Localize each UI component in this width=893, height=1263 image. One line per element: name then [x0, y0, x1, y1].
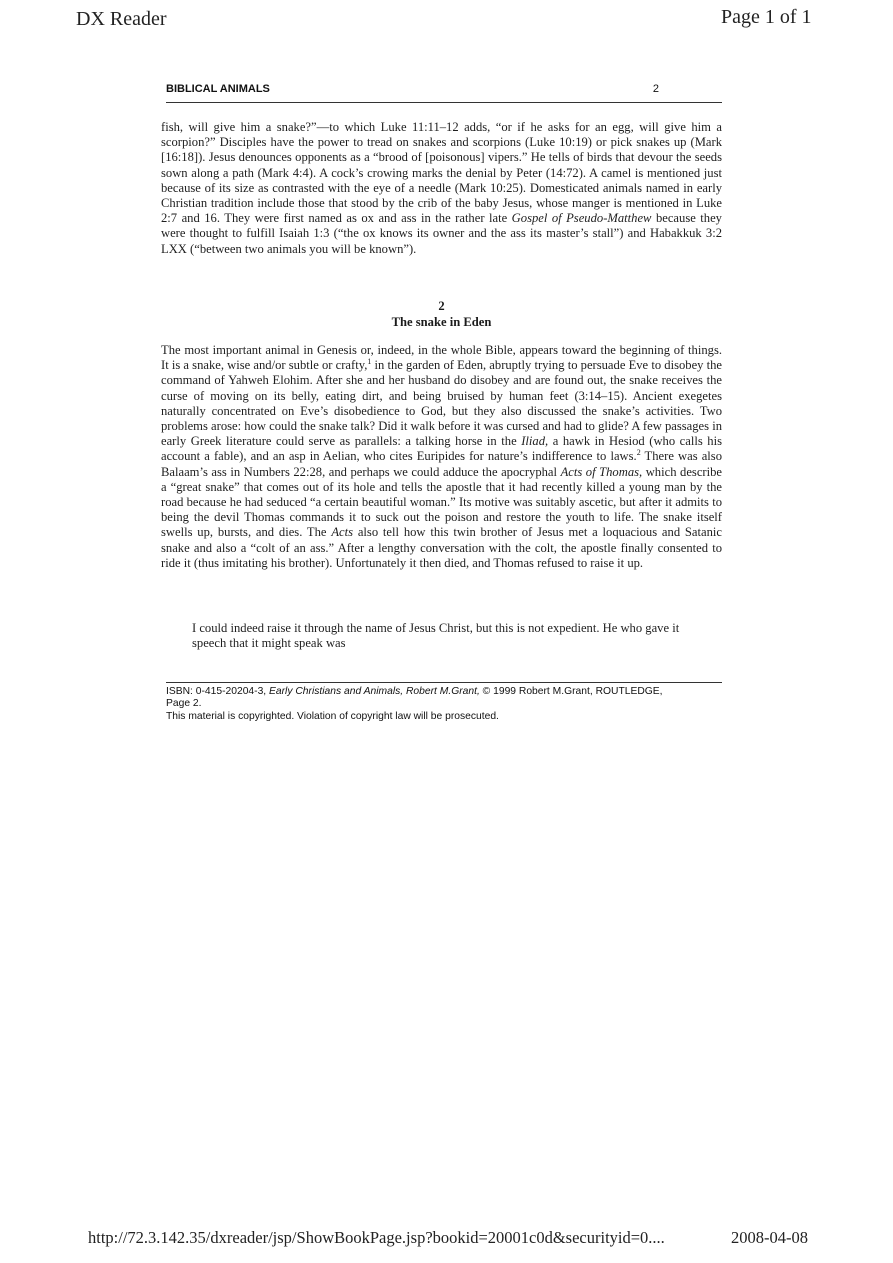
paragraph-2-text-e: which describe a “great snake” that comes out of its hole and tells the apostle that it had recently killed a young man by the road because he had seduced “a certain beautiful woman.” Its motive was suitably ascetic, but after it admits to being the devil Thomas commands it to suck out the poison and restore the youth to life. The snake itself swells up, bursts, and dies. The — [161, 464, 722, 540]
paragraph-1-text-a: fish, will give him a snake?”—to which Luke 11:11–12 adds, “or if he asks for an egg, will give him a scorpion?” Disciples have the power to tread on snakes and scorpions (Luke 10:19) or pick snakes up (Mark [16:18]). Jesus denounces opponents as a “brood of [poisonous] vipers.” He tells of birds that devour the seeds sown along a path (Mark 4:4). A cock’s crowing marks the denial by Peter (14:72). A camel is mentioned just because of its size as contrasted with the eye of a needle (Mark 10:25). Domesticated animals named in early Christian tradition include those that stood by the crib of the baby Jesus, whose manger is mentioned in Luke 2:7 and 16. They were first named as ox and ass in the rather late — [161, 120, 722, 226]
footer-isbn: ISBN: 0-415-20204-3, — [166, 686, 270, 697]
paragraph-2-text-c: a hawk in Hesiod (who calls his account a fable), and an asp in Aelian, who cites Euripides for nature’s indifference to laws. — [161, 434, 723, 464]
page-counter: Page 1 of 1 — [721, 6, 812, 28]
footnote-ref-2[interactable]: 2 — [636, 448, 641, 458]
paragraph-2-italic-acts-of-thomas: Acts of Thomas, — [560, 464, 643, 479]
page-url: http://72.3.142.35/dxreader/jsp/ShowBookPage.jsp?bookid=20001c0d&securityid=0.... — [88, 1228, 665, 1247]
paragraph-2-text-b: in the garden of Eden, abruptly trying to persuade Eve to disobey the command of Yahweh Elohim. After she and her husband do disobey and are found out, the snake receives the curse of moving on its belly, eating dirt, and being bruised by human feet (3:14–15). Ancient exegetes naturally concentrated on Eve’s disobedience to God, but they also discussed the snake’s activities. Two problems arose: how could the snake talk? Did it walk before it was cursed and had to glide? A few passages in early Greek literature could serve as parallels: a talking horse in the — [161, 358, 723, 449]
footer-page-ref: Page 2. — [166, 698, 202, 710]
paragraph-1-text-b: because they were thought to fulfill Isaiah 1:3 (“the ox knows its owner and the ass its master’s stall”) and Habakkuk 3:2 LXX (“between two animals you will be known”). — [161, 211, 722, 256]
section-title: The snake in Eden — [391, 315, 492, 329]
running-head — [166, 83, 722, 103]
browser-title: DX Reader — [76, 8, 167, 30]
block-quote: I could indeed raise it through the name of Jesus Christ, but this is not expedient. He who gave it speech that it might speak was — [192, 621, 680, 651]
paragraph-2-italic-acts: Acts — [331, 525, 354, 540]
copyright-footer — [166, 682, 722, 723]
page-number: 2 — [652, 83, 659, 95]
running-head-title: BIBLICAL ANIMALS — [166, 83, 270, 95]
footer-rights: © 1999 Robert M.Grant, ROUTLEDGE, — [479, 686, 663, 697]
section-number: 2 — [438, 299, 445, 313]
footer-book-title: Early Christians and Animals, Robert M.Grant, — [269, 686, 480, 697]
paragraph-2-italic-iliad: Iliad, — [521, 434, 549, 449]
paragraph-1-italic: Gospel of Pseudo-Matthew — [511, 211, 652, 226]
paragraph-2-text-f: also tell how this twin brother of Jesus met a loquacious and Satanic snake and also a “colt of an ass.” After a lengthy conversation with the colt, the apostle finally consented to ride it (thus imitating his brother). Unfortunately it then died, and Thomas refused to raise it up. — [161, 525, 722, 570]
footnote-ref-1[interactable]: 1 — [367, 357, 372, 367]
paragraph-2-text-a: The most important animal in Genesis or, indeed, in the whole Bible, appears toward the beginning of things. It is a snake, wise and/or subtle or crafty, — [161, 343, 722, 373]
footer-copyright-notice: This material is copyrighted. Violation of copyright law will be prosecuted. — [166, 710, 499, 722]
paragraph-2 — [161, 343, 722, 571]
paragraph-1 — [161, 120, 722, 257]
print-date: 2008-04-08 — [731, 1228, 808, 1247]
paragraph-2-text-d: There was also Balaam’s ass in Numbers 22:28, and perhaps we could adduce the apocryphal — [161, 449, 723, 479]
